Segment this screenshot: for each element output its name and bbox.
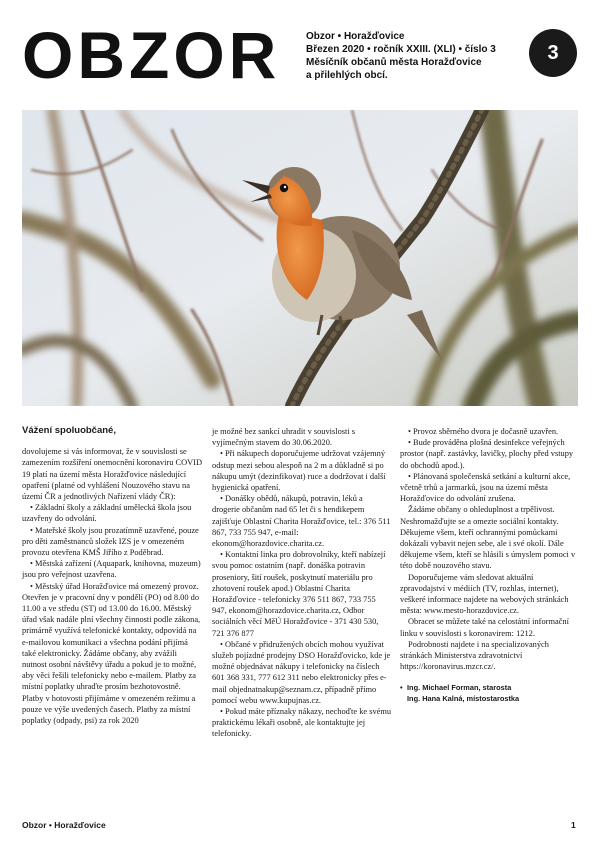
masthead-title: OBZOR: [22, 18, 281, 92]
article-column-3: [400, 426, 580, 704]
article-column-1: [22, 425, 202, 726]
article-paragraph: dovolujeme si vás informovat, že v souvislosti se zamezením rozšíření onemocnění koronaviru COVID 19 platí na území města Horažďovice následující opatření (platné od vyhlášení Nouzového stavu na území ČR a jednotlivých Nařízení vlády ČR):: [22, 447, 203, 502]
article-paragraph: • Občané v přidružených obcích mohou využívat služeb pojízdné prodejny DSO Horažďovicko, kde je možné objednávat nákupy i telefonicky na číslech 601 368 331, 777 612 311 nebo elektronicky přes e-mail objednatnakup@seznam.cz, případně přímo pomocí webu www.kupujnas.cz.: [212, 639, 391, 705]
bullet-icon: •: [400, 683, 403, 693]
article-paragraph: • Donášky obědů, nákupů, potravin, léků a drogerie občanům nad 65 let či s hendikepem zajišťuje Oblastní Charita Horažďovice, tel.: 376 511 867, 733 755 947, e-mail: ekonom@horazdovice.charita.cz.: [212, 494, 391, 549]
footer-publication: Obzor • Horažďovice: [22, 820, 106, 830]
article-paragraph: • Provoz sběrného dvora je dočasně uzavřen.: [408, 427, 559, 436]
article-paragraph: je možné bez sankcí uhradit v souvislosti s vyjímečným stavem do 30.06.2020.: [212, 427, 356, 448]
issue-info: [306, 30, 516, 82]
article-paragraph: • Pokud máte příznaky nákazy, nechoďte ke svému praktickému lékaři osobně, ale kontaktujte jej telefonicky.: [212, 707, 392, 739]
signatures: [400, 682, 580, 704]
article-paragraph: • Bude prováděna plošná desinfekce veřejných prostor (např. zastávky, lavičky, plochy před vstupy do obchodů apod.).: [400, 438, 574, 470]
article-paragraph: Doporučujeme vám sledovat aktuální zpravodajství v médiích (TV, rozhlas, internet), veškeré informace najdete na webových stránkách města: www.mesto-horazdovice.cz.: [400, 572, 569, 616]
article-paragraph: • Mateřské školy jsou prozatímně uzavřené, pouze pro děti zaměstnanců složek IZS je v omezeném provozu otevřena KMŠ Jiřího z Poděbrad.: [22, 525, 199, 558]
article-paragraph: • Městský úřad Horažďovice má omezený provoz. Otevřen je v pracovní dny v pondělí (PO) od 8.00 do 11.00 a ve středu (ST) od 13.00 do 16.00. Městský úřad však nadále plní všechny činnosti podle zákona, primárně využívá telefonické kontakty, odpovídá na e-mailovou komunikaci a všechna podání přijímá také elektronicky. Žádáme občany, aby zvážili nutnost osobní návštěvy úřadu a pokud je to možné, aby věci řešili telefonicky nebo e-mailem. Platby za místní poplatky uhraďte prosím bezhotovostně. Platby v hotovosti přijímáme v omezeném režimu a pouze ve výše uvedených časech. Platby za místní poplatky (odpady, psi) za rok 2020: [22, 581, 201, 726]
signature-line: [400, 682, 580, 693]
issue-line: Obzor • Horažďovice: [306, 31, 405, 42]
issue-number-badge: 3: [529, 29, 577, 77]
article-paragraph: • Kontaktní linka pro dobrovolníky, kteří nabízejí svou pomoc ostatním (např. donáška potravin proseniory, šití roušek, poskytnutí materiálu pro zhotovení roušek apod.) Oblastní Charita Horažďovice - telefonicky 376 511 867, 733 755 947, ekonom@horazdovice.charita.cz, Odbor sociálních věcí MěÚ Horažďovice - 371 430 530, 721 376 877: [212, 550, 386, 638]
article-paragraph: • Městská zařízení (Aquapark, knihovna, muzeum) jsou pro veřejnost uzavřena.: [22, 559, 201, 580]
article-greeting: Vážení spoluobčané,: [22, 425, 116, 436]
issue-line: Měsíčník občanů města Horažďovice: [306, 57, 482, 68]
issue-line: a přilehlých obcí.: [306, 70, 388, 81]
signature-line: [400, 693, 580, 704]
article-paragraph: • Plánovaná společenská setkání a kulturní akce, včetně trhů a jarmarků, jsou na území města Horažďovice do odvolání zrušena.: [400, 471, 571, 504]
cover-photo: [22, 110, 578, 406]
article-paragraph: Žádáme občany o ohleduplnost a trpělivost. Neshromažďujte se a omezte sociální kontakty. Děkujeme všem, kteří ochrannými pomůckami dokázali vybavit nejen sebe, ale i své okolí. Dále děkujeme všem, kteří se hlásili s úmyslem pomoci v této době nouzového stavu.: [400, 505, 576, 571]
article-paragraph: • Základní školy a základní umělecká škola jsou uzavřeny do odvolání.: [22, 503, 192, 524]
signature-mayor: Ing. Michael Forman, starosta: [407, 683, 512, 693]
article-paragraph: Podrobnosti najdete i na specializovaných stránkách Ministerstva zdravotnictví https://koronavirus.mzcr.cz/.: [400, 639, 549, 672]
robin-photo: [22, 110, 578, 406]
article-paragraph: Obracet se můžete také na celostátní informační linku v souvislosti s koronavirem: 1212.: [400, 617, 569, 638]
article-paragraph: • Při nákupech doporučujeme udržovat vzájemný odstup mezi sebou alespoň na 2 m a důkladně si po nákupu umýt (dezinfikovat) ruce a dodržovat i další hygienická opatření.: [212, 449, 386, 493]
issue-line: Březen 2020 • ročník XXIII. (XLI) • číslo 3: [306, 44, 496, 55]
page-number: 1: [571, 820, 576, 830]
article-column-2: [212, 426, 392, 740]
signature-deputy: Ing. Hana Kalná, místostarostka: [407, 694, 520, 704]
